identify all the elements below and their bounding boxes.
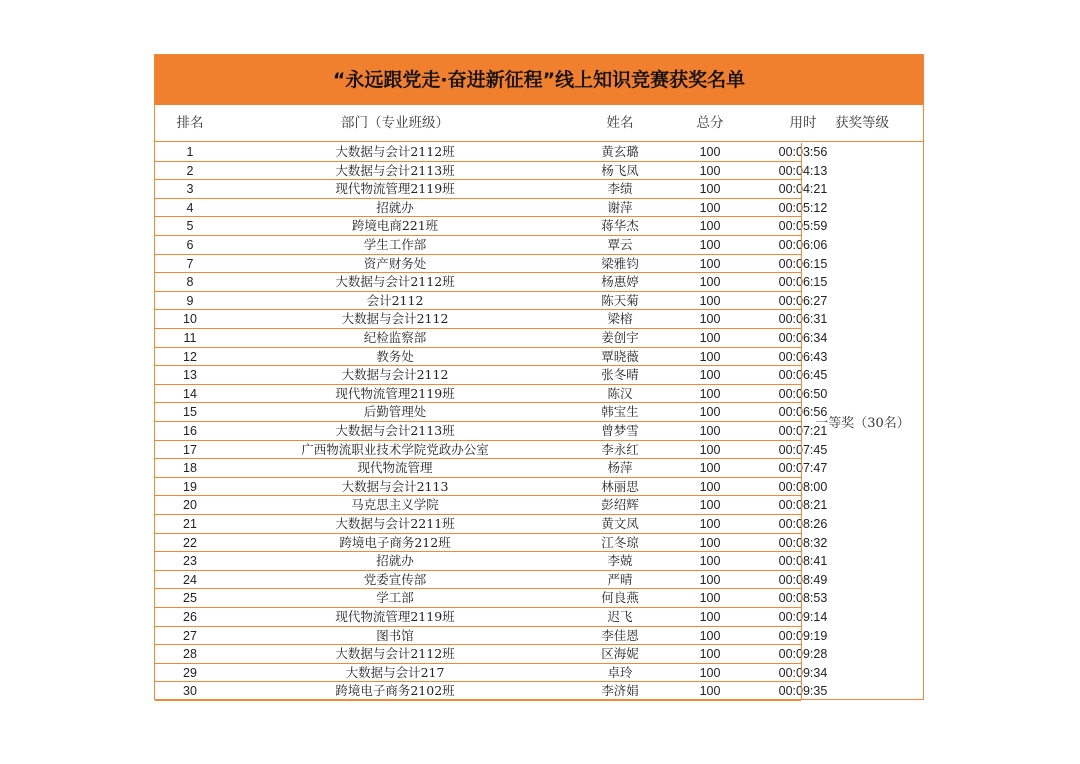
- time-cell: 00:04:21: [778, 182, 828, 197]
- score-cell: 100: [699, 461, 721, 476]
- time-cell: 00:08:41: [778, 554, 828, 569]
- time-cell: 00:09:28: [778, 647, 828, 662]
- score-cell: 100: [699, 442, 721, 457]
- table-row: [155, 348, 828, 367]
- table-row: [155, 199, 828, 218]
- name-cell: 陈汉: [607, 385, 633, 401]
- rank-cell: 15: [183, 405, 197, 420]
- rank-cell: 3: [186, 182, 194, 197]
- time-cell: 00:08:32: [778, 535, 828, 550]
- name-cell: 严晴: [607, 571, 633, 587]
- header-dept: 部门（专业班级）: [341, 115, 449, 131]
- name-cell: 李绩: [607, 181, 633, 197]
- rank-cell: 5: [186, 219, 194, 234]
- name-cell: 江冬琼: [601, 534, 639, 550]
- time-cell: 00:06:06: [778, 238, 828, 252]
- score-cell: 100: [699, 647, 721, 662]
- score-cell: 100: [699, 628, 721, 643]
- table-row: [155, 515, 828, 534]
- dept-cell: 大数据与会计2211班: [335, 516, 455, 531]
- table-row: [155, 552, 828, 571]
- time-cell: 00:06:15: [778, 256, 828, 271]
- dept-cell: 资产财务处: [363, 255, 427, 271]
- score-cell: 100: [699, 368, 721, 383]
- name-cell: 彭绍辉: [601, 497, 639, 513]
- dept-cell: 学生工作部: [363, 237, 427, 252]
- name-cell: 姜创宇: [601, 330, 639, 345]
- time-cell: 00:05:12: [778, 200, 828, 215]
- dept-cell: 学工部: [376, 590, 414, 606]
- name-cell: 李佳恩: [601, 627, 639, 643]
- dept-cell: 招就办: [376, 553, 414, 569]
- rank-cell: 20: [183, 498, 197, 513]
- dept-cell: 现代物流管理: [357, 460, 433, 476]
- table-row: [155, 180, 828, 199]
- name-cell: 李兢: [607, 553, 633, 569]
- rank-cell: 19: [183, 479, 197, 494]
- table-row: [155, 236, 828, 255]
- rank-cell: 23: [183, 554, 197, 569]
- score-cell: 100: [699, 182, 721, 197]
- score-cell: 100: [699, 405, 721, 420]
- dept-cell: 跨境电商221班: [351, 218, 439, 234]
- score-cell: 100: [699, 610, 721, 624]
- name-cell: 梁榕: [607, 311, 633, 327]
- table-row: [155, 255, 828, 274]
- dept-cell: 招就办: [376, 199, 414, 215]
- time-cell: 00:08:21: [778, 498, 828, 513]
- time-cell: 00:06:56: [778, 405, 828, 420]
- score-cell: 100: [699, 163, 721, 178]
- table-row: [155, 162, 828, 181]
- table-header: [155, 106, 923, 142]
- score-cell: 100: [699, 349, 721, 364]
- header-time: 用时: [789, 115, 817, 131]
- name-cell: 迟飞: [607, 609, 633, 624]
- table-row: [155, 385, 828, 404]
- rank-cell: 29: [183, 665, 197, 680]
- dept-cell: 大数据与会计2112班: [335, 646, 455, 662]
- time-cell: 00:06:27: [778, 293, 828, 308]
- rank-cell: 24: [183, 572, 197, 587]
- rank-cell: 11: [183, 331, 197, 345]
- score-cell: 100: [699, 331, 721, 345]
- score-cell: 100: [699, 424, 721, 438]
- sheet-title: “永远跟党走·奋进新征程”线上知识竞赛获奖名单: [155, 55, 923, 105]
- time-cell: 00:06:31: [778, 312, 828, 327]
- table-row: [155, 571, 828, 590]
- rank-cell: 7: [186, 256, 194, 271]
- time-cell: 00:09:19: [778, 628, 828, 643]
- rank-cell: 13: [183, 368, 197, 383]
- dept-cell: 会计2112: [366, 292, 424, 308]
- score-cell: 100: [699, 256, 721, 271]
- score-cell: 100: [699, 238, 721, 252]
- name-cell: 黄玄璐: [601, 144, 639, 159]
- name-cell: 谢萍: [607, 199, 633, 215]
- rank-cell: 21: [183, 517, 197, 531]
- rank-cell: 18: [183, 461, 197, 476]
- table-row: [155, 645, 828, 664]
- score-cell: 100: [699, 517, 721, 531]
- rank-cell: 22: [183, 535, 197, 550]
- name-cell: 李永红: [601, 441, 639, 457]
- score-cell: 100: [699, 219, 721, 234]
- time-cell: 00:06:45: [778, 368, 828, 383]
- time-cell: 00:07:21: [778, 424, 828, 438]
- time-cell: 00:06:50: [778, 386, 828, 401]
- rank-cell: 1: [186, 145, 194, 159]
- dept-cell: 现代物流管理2119班: [335, 385, 455, 401]
- rank-cell: 14: [183, 386, 197, 401]
- table-row: [155, 292, 828, 311]
- dept-cell: 大数据与会计2113班: [335, 423, 455, 438]
- table-row: [155, 627, 828, 646]
- name-cell: 杨萍: [607, 460, 633, 476]
- dept-cell: 大数据与会计2112: [341, 311, 449, 327]
- name-cell: 梁雅钧: [601, 255, 639, 271]
- score-cell: 100: [699, 572, 721, 587]
- rank-cell: 4: [186, 200, 194, 215]
- score-cell: 100: [699, 275, 721, 290]
- name-cell: 陈天菊: [601, 292, 639, 308]
- dept-cell: 跨境电子商务212班: [339, 534, 451, 550]
- table-row: [155, 366, 828, 385]
- name-cell: 覃云: [607, 237, 633, 252]
- name-cell: 区海妮: [601, 646, 639, 662]
- table-row: [155, 273, 828, 292]
- name-cell: 覃晓薇: [601, 348, 639, 364]
- score-cell: 100: [699, 145, 721, 159]
- table-row: [155, 217, 828, 236]
- table-row: [155, 422, 828, 441]
- table-row: [155, 496, 828, 515]
- dept-cell: 党委宣传部: [363, 571, 427, 587]
- table-row: [155, 608, 828, 627]
- time-cell: 00:07:47: [778, 461, 828, 476]
- time-cell: 00:08:53: [778, 591, 828, 606]
- table-row: [155, 310, 828, 329]
- score-cell: 100: [699, 554, 721, 569]
- score-cell: 100: [699, 498, 721, 513]
- rank-cell: 2: [186, 163, 194, 178]
- table-row: [155, 329, 828, 348]
- rank-cell: 26: [183, 610, 197, 624]
- dept-cell: 大数据与会计2112班: [335, 274, 455, 290]
- time-cell: 00:06:43: [778, 349, 828, 364]
- award-list-sheet: [154, 54, 924, 700]
- score-cell: 100: [699, 535, 721, 550]
- rank-cell: 30: [183, 684, 197, 699]
- name-cell: 杨惠婷: [601, 274, 639, 290]
- rank-cell: 6: [186, 238, 194, 252]
- dept-cell: 大数据与会计2113: [341, 478, 449, 494]
- time-cell: 00:06:15: [778, 275, 828, 290]
- name-cell: 曾梦雪: [601, 423, 639, 438]
- table-row: [155, 143, 828, 162]
- name-cell: 杨飞凤: [601, 162, 639, 178]
- dept-cell: 大数据与会计2112: [341, 367, 449, 383]
- dept-cell: 广西物流职业技术学院党政办公室: [301, 441, 489, 457]
- time-cell: 00:08:49: [778, 572, 828, 587]
- time-cell: 00:07:45: [778, 442, 828, 457]
- rank-cell: 17: [183, 442, 197, 457]
- dept-cell: 现代物流管理2119班: [335, 609, 455, 624]
- header-award: 获奖等级: [835, 115, 889, 131]
- table-row: [155, 403, 828, 422]
- time-cell: 00:09:34: [778, 665, 828, 680]
- dept-cell: 纪检监察部: [363, 330, 427, 345]
- time-cell: 00:04:13: [778, 163, 828, 178]
- score-cell: 100: [699, 312, 721, 327]
- dept-cell: 大数据与会计2112班: [335, 144, 455, 159]
- dept-cell: 大数据与会计2113班: [335, 162, 455, 178]
- rank-cell: 10: [183, 312, 197, 327]
- dept-cell: 跨境电子商务2102班: [335, 683, 455, 699]
- name-cell: 韩宝生: [601, 404, 639, 420]
- table-row: [155, 478, 828, 497]
- time-cell: 00:06:34: [778, 331, 828, 345]
- name-cell: 林丽思: [601, 478, 639, 494]
- dept-cell: 教务处: [376, 348, 414, 364]
- time-cell: 00:05:59: [778, 219, 828, 234]
- name-cell: 蒋华杰: [601, 218, 639, 234]
- dept-cell: 大数据与会计217: [345, 664, 445, 680]
- table-row: [155, 459, 828, 478]
- rank-cell: 12: [183, 349, 197, 364]
- dept-cell: 马克思主义学院: [351, 497, 439, 513]
- rank-cell: 25: [183, 591, 197, 606]
- score-cell: 100: [699, 684, 721, 699]
- rank-cell: 8: [186, 275, 194, 290]
- rank-cell: 16: [183, 424, 197, 438]
- dept-cell: 后勤管理处: [363, 404, 427, 420]
- table-row: [155, 589, 828, 608]
- time-cell: 00:09:14: [778, 610, 828, 624]
- score-cell: 100: [699, 479, 721, 494]
- time-cell: 00:08:26: [778, 517, 828, 531]
- time-cell: 00:09:35: [778, 684, 828, 699]
- name-cell: 卓玲: [607, 664, 633, 680]
- score-cell: 100: [699, 293, 721, 308]
- dept-cell: 现代物流管理2119班: [335, 181, 455, 197]
- header-name: 姓名: [606, 115, 634, 131]
- award-level-cell: 一等奖（30名）: [801, 143, 923, 700]
- table-row: [155, 682, 828, 701]
- header-rank: 排名: [176, 115, 204, 131]
- rank-cell: 27: [183, 628, 197, 643]
- table-row: [155, 664, 828, 683]
- time-cell: 00:03:56: [778, 145, 828, 159]
- name-cell: 李济娟: [601, 683, 639, 699]
- score-cell: 100: [699, 591, 721, 606]
- header-score: 总分: [696, 115, 724, 131]
- name-cell: 黄文凤: [601, 516, 639, 531]
- rank-cell: 28: [183, 647, 197, 662]
- name-cell: 何良燕: [601, 590, 639, 606]
- row-divider: [155, 700, 801, 701]
- time-cell: 00:08:00: [778, 479, 828, 494]
- score-cell: 100: [699, 386, 721, 401]
- table-row: [155, 534, 828, 553]
- table-row: [155, 441, 828, 460]
- rank-cell: 9: [186, 293, 194, 308]
- name-cell: 张冬晴: [601, 367, 639, 383]
- score-cell: 100: [699, 200, 721, 215]
- score-cell: 100: [699, 665, 721, 680]
- dept-cell: 图书馆: [376, 627, 414, 643]
